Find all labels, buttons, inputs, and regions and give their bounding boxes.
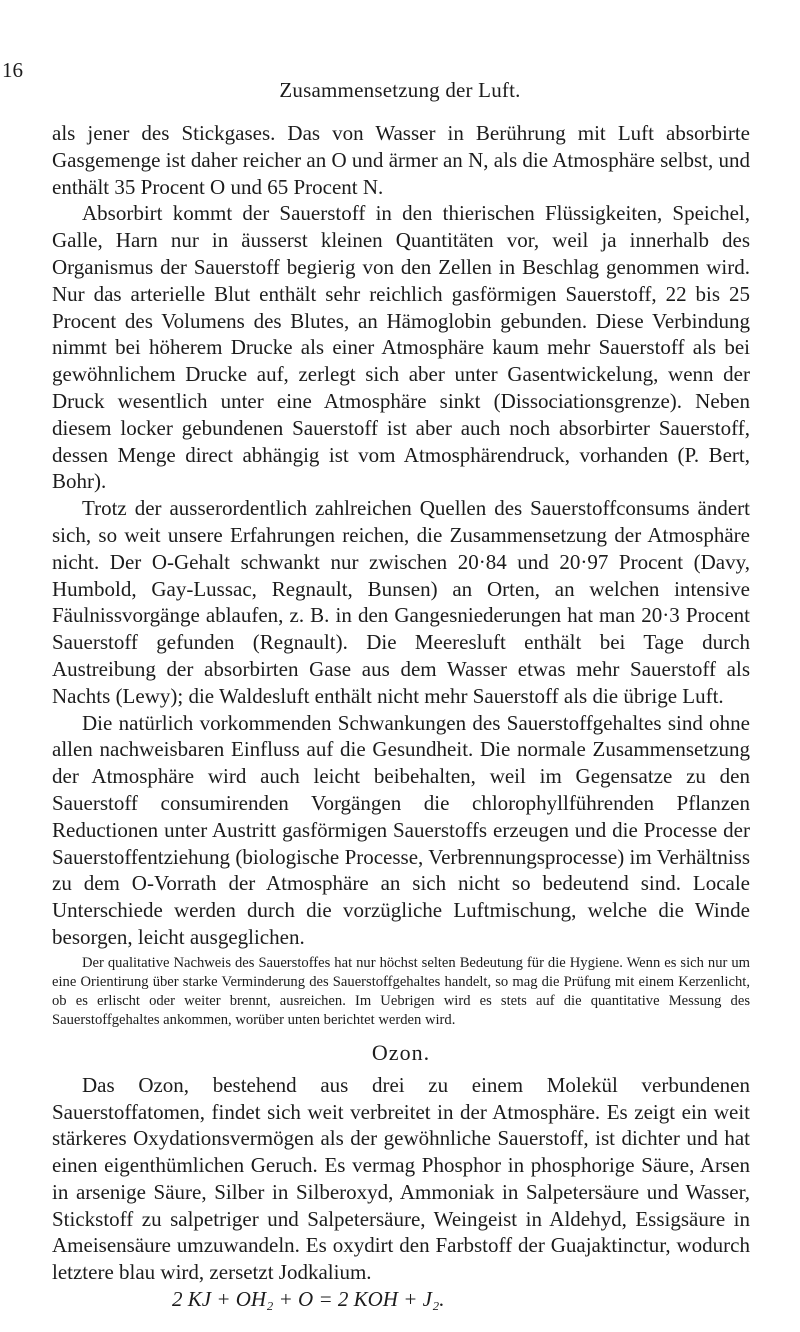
paragraph-2: Absorbirt kommt der Sauerstoff in den thierischen Flüssigkeiten, Speichel, Galle, Harn nur in äusserst kleinen Quantitäten vor, weil ja innerhalb des Organismus der Sauerstoff begierig von den Zellen in Beschlag genommen wird. Nur das arterielle Blut enthält sehr reichlich gasförmigen Sauerstoff, 22 bis 25 Procent des Volumens des Blutes, an Hämoglobin gebunden. Diese Verbindung nimmt bei höherem Drucke als einer Atmosphäre kaum mehr Sauerstoff als bei gewöhnlichem Drucke auf, zerlegt sich aber unter Gasentwickelung, wenn der Druck wesentlich unter eine Atmosphäre sinkt (Dissociationsgrenze). Neben diesem locker gebundenen Sauerstoff ist aber auch noch absorbirter Sauerstoff, dessen Menge direct abhängig ist vom Atmosphärendruck, vorhanden (P. Bert, Bohr).	[52, 201, 750, 494]
page-number: 16	[2, 58, 23, 82]
paragraph-4: Die natürlich vorkommenden Schwankungen des Sauerstoffgehaltes sind ohne allen nachweisbaren Einfluss auf die Gesundheit. Die normale Zusammensetzung der Atmosphäre wird auch leicht beibehalten, weil im Gegensatze zu den Sauerstoff consumirenden Vorgängen die chlorophyllführenden Pflanzen Reductionen unter Austritt gasförmigen Sauerstoffs erzeugen und die Processe der Sauerstoffentziehung (biologische Processe, Verbrennungsprocesse) im Verhältniss zu dem O-Vorrath der Atmosphäre an sich nicht so bedeutend sind. Locale Unterschiede werden durch die vorzügliche Luftmischung, welche die Winde besorgen, leicht ausgeglichen.	[52, 710, 750, 949]
section-paragraph: Das Ozon, bestehend aus drei zu einem Molekül verbundenen Sauerstoffatomen, findet sich weit verbreitet in der Atmosphäre. Es zeigt ein weit stärkeres Oxydationsvermögen als der gewöhnliche Sauerstoff, ist dichter und hat einen eigenthümlichen Geruch. Es vermag Phosphor in phosphorige Säure, Arsen in arsenige Säure, Silber in Silberoxyd, Ammoniak in Salpetersäure und Wasser, Stickstoff zu salpetriger und Salpetersäure, Weingeist in Aldehyd, Essigsäure in Ameisensäure umzuwandeln. Es oxydirt den Farbstoff der Guajaktinctur, wodurch letztere blau wird, zersetzt Jodkalium.	[52, 1072, 750, 1285]
page-body	[52, 120, 750, 1312]
small-print-note: Der qualitative Nachweis des Sauerstoffes hat nur höchst selten Bedeutung für die Hygiene. Wenn es sich nur um eine Orientirung über starke Verminderung des Sauerstoffgehaltes handelt, so mag die Prüfung mit einem Kerzenlicht, ob es erlischt oder weiter brennt, ausreichen. Im Uebrigen wird es stets auf die quantitative Messung des Sauerstoffgehaltes ankommen, worüber unten berichtet werden wird.	[52, 954, 750, 1028]
running-head: Zusammensetzung der Luft.	[279, 78, 521, 102]
chemical-equation: 2 KJ + OH₂ + O = 2 KOH + J₂.	[172, 1287, 445, 1312]
section-heading: Ozon.	[371, 1039, 431, 1065]
paragraph-1: als jener des Stickgases. Das von Wasser in Berührung mit Luft absorbirte Gasgemenge ist daher reicher an O und ärmer an N, als die Atmosphäre selbst, und enthält 35 Procent O und 65 Procent N.	[52, 121, 750, 199]
paragraph-3: Trotz der ausserordentlich zahlreichen Quellen des Sauerstoffconsums ändert sich, so weit unsere Erfahrungen reichen, die Zusammensetzung der Atmosphäre nicht. Der O-Gehalt schwankt nur zwischen 20·84 und 20·97 Procent (Davy, Humbold, Gay-Lussac, Regnault, Bunsen) an Orten, an welchen intensive Fäulnissvorgänge ablaufen, z. B. in den Gangesniederungen hat man 20·3 Procent Sauerstoff gefunden (Regnault). Die Meeresluft enthält bei Tage durch Austreibung der absorbirten Gase aus dem Wasser etwas mehr Sauerstoff als Nachts (Lewy); die Waldesluft enthält nicht mehr Sauerstoff als die übrige Luft.	[52, 496, 750, 708]
